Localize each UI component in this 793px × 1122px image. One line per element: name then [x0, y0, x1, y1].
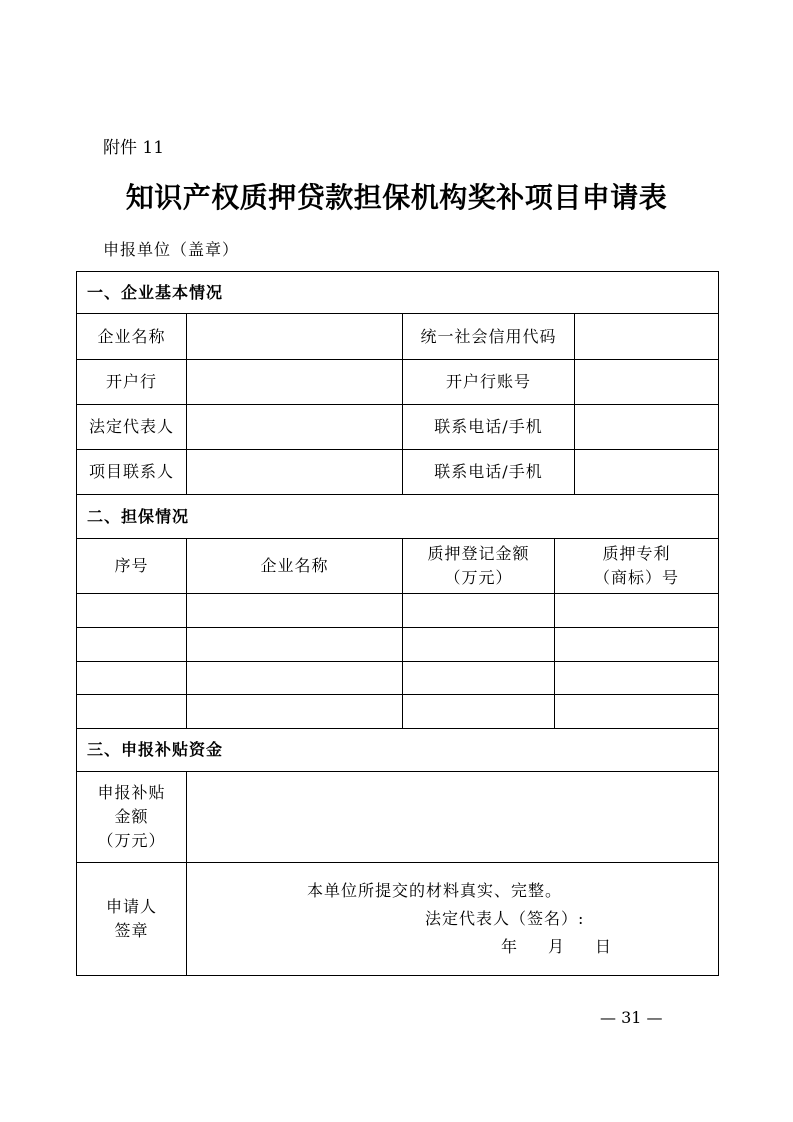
- section1-heading: 一、企业基本情况: [77, 272, 719, 314]
- date-year-label: 年: [501, 937, 519, 956]
- contact-phone-field[interactable]: [575, 450, 719, 495]
- company-name-field[interactable]: [187, 314, 403, 360]
- document-title: 知识产权质押贷款担保机构奖补项目申请表: [125, 181, 668, 214]
- table-row: [77, 662, 719, 695]
- credit-code-field[interactable]: [575, 314, 719, 360]
- bank-account-field[interactable]: [575, 360, 719, 405]
- project-contact-label: 项目联系人: [77, 450, 187, 495]
- project-contact-field[interactable]: [187, 450, 403, 495]
- date-day-label: 日: [595, 937, 613, 956]
- attachment-label: 附件 11: [103, 138, 165, 158]
- table-row: [77, 628, 719, 662]
- declaration-text: 本单位所提交的材料真实、完整。: [307, 881, 563, 900]
- col-company-header: 企业名称: [187, 539, 403, 594]
- table-row: [77, 594, 719, 628]
- applicant-unit-label: 申报单位（盖章）: [103, 240, 240, 259]
- bank-account-label: 开户行账号: [403, 360, 575, 405]
- company-name-label: 企业名称: [77, 314, 187, 360]
- signature-date: [307, 933, 718, 961]
- col-amount-header: 质押登记金额 （万元）: [403, 539, 555, 594]
- subsidy-amount-field[interactable]: [187, 772, 719, 863]
- col-no-header: 序号: [77, 539, 187, 594]
- page-number: — 31 —: [600, 1008, 663, 1027]
- subsidy-amount-label: 申报补贴 金额 （万元）: [77, 772, 187, 863]
- date-month-label: 月: [548, 937, 566, 956]
- table-row: [77, 695, 719, 729]
- section2-heading: 二、担保情况: [77, 495, 719, 539]
- legal-rep-field[interactable]: [187, 405, 403, 450]
- legal-rep-signature: 法定代表人（签名）:: [425, 909, 585, 928]
- section3-heading: 三、申报补贴资金: [77, 729, 719, 772]
- phone-field[interactable]: [575, 405, 719, 450]
- application-form-table: [76, 271, 719, 976]
- bank-field[interactable]: [187, 360, 403, 405]
- applicant-signature-label: 申请人 签章: [77, 863, 187, 976]
- contact-phone-label: 联系电话/手机: [403, 450, 575, 495]
- credit-code-label: 统一社会信用代码: [403, 314, 575, 360]
- legal-rep-label: 法定代表人: [77, 405, 187, 450]
- phone-label: 联系电话/手机: [403, 405, 575, 450]
- declaration-cell[interactable]: [187, 863, 719, 976]
- bank-label: 开户行: [77, 360, 187, 405]
- col-patent-header: 质押专利 （商标）号: [555, 539, 719, 594]
